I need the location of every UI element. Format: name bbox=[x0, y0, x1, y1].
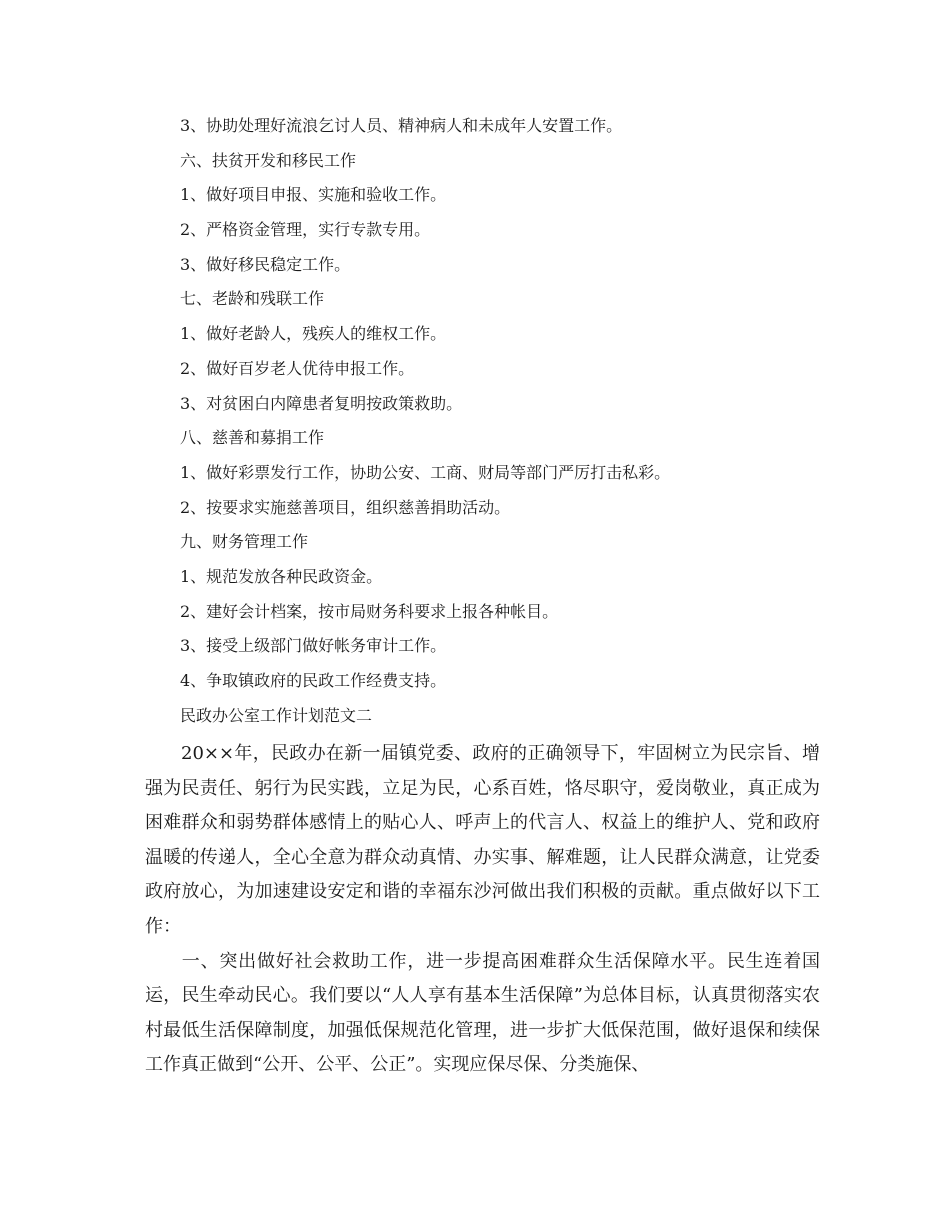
list-item: 3、对贫困白内障患者复明按政策救助。 bbox=[180, 393, 463, 413]
list-item: 2、按要求实施慈善项目，组织慈善捐助活动。 bbox=[180, 497, 511, 517]
paragraph-social-assistance bbox=[145, 945, 820, 1083]
list-item: 3、做好移民稳定工作。 bbox=[180, 254, 351, 274]
list-item: 3、接受上级部门做好帐务审计工作。 bbox=[180, 636, 447, 656]
list-item: 3、协助处理好流浪乞讨人员、精神病人和未成年人安置工作。 bbox=[180, 116, 623, 135]
list-item: 1、做好老龄人，残疾人的维权工作。 bbox=[180, 324, 447, 344]
section-heading-7: 七、老龄和残联工作 bbox=[180, 289, 325, 309]
list-item: 2、建好会计档案，按市局财务科要求上报各种帐目。 bbox=[180, 601, 559, 621]
section-heading-6: 六、扶贫开发和移民工作 bbox=[180, 150, 357, 170]
list-item: 4、争取镇政府的民政工作经费支持。 bbox=[180, 671, 447, 690]
work-plan-list bbox=[180, 116, 820, 740]
list-item: 2、做好百岁老人优待申报工作。 bbox=[180, 358, 415, 378]
paragraph-social-assistance-text: 一、突出做好社会救助工作，进一步提高困难群众生活保障水平。民生连着国运，民生牵动民心。我们要以“人人享有基本生活保障”为总体目标，认真贯彻落实农村最低生活保障制度，加强低保规范化管理，进一步扩大低保范围，做好退保和续保工作真正做到“公开、公平、公正”。实现应保尽保、分类施保、 bbox=[145, 950, 820, 1076]
list-item: 1、做好彩票发行工作，协助公安、工商、财局等部门严厉打击私彩。 bbox=[180, 462, 671, 482]
list-item: 1、做好项目申报、实施和验收工作。 bbox=[180, 185, 447, 205]
list-item: 2、严格资金管理，实行专款专用。 bbox=[180, 220, 431, 240]
paragraph-intro-text: 20××年，民政办在新一届镇党委、政府的正确领导下，牢固树立为民宗旨、增强为民责任、躬行为民实践，立足为民，心系百姓，恪尽职守，爱岗敬业，真正成为困难群众和弱势群体感情上的贴心人、呼声上的代言人、权益上的维护人、党和政府温暖的传递人，全心全意为群众动真情、办实事、解难题，让人民群众满意，让党委政府放心，为加速建设安定和谐的幸福东沙河做出我们积极的贡献。重点做好以下工作： bbox=[145, 743, 820, 937]
list-item: 1、规范发放各种民政资金。 bbox=[180, 566, 383, 586]
section-heading-9: 九、财务管理工作 bbox=[180, 532, 309, 552]
section-heading-8: 八、慈善和募捐工作 bbox=[180, 428, 325, 448]
paragraph-intro bbox=[145, 737, 820, 945]
article-body bbox=[145, 737, 820, 1083]
article-title: 民政办公室工作计划范文二 bbox=[180, 705, 373, 725]
